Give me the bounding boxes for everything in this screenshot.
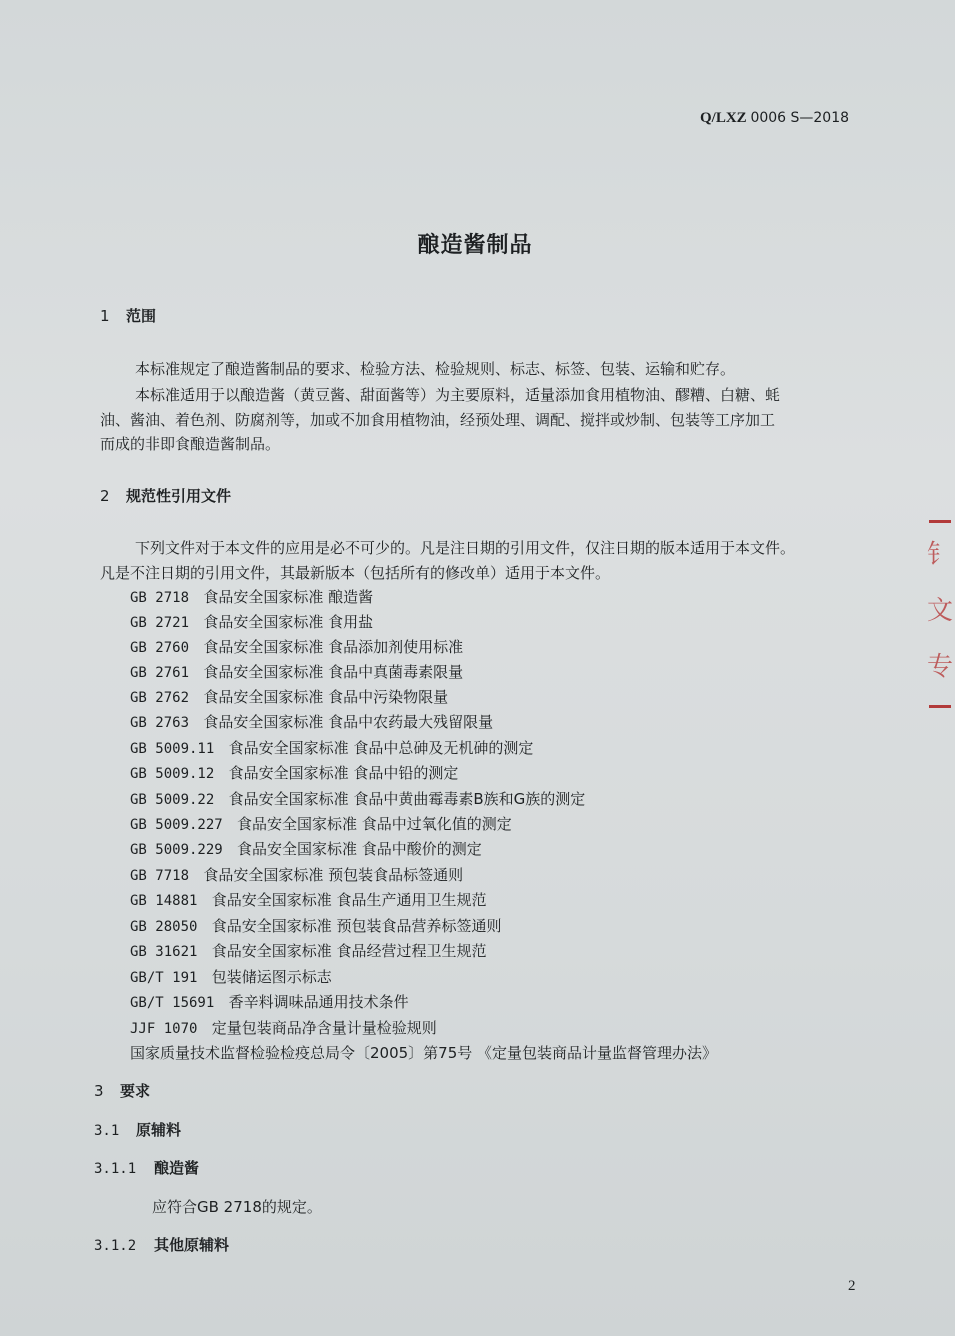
normative-paragraph-line-2: 凡是不注日期的引用文件，其最新版本（包括所有的修改单）适用于本文件。: [100, 564, 611, 582]
reference-item: GB 31621 食品安全国家标准 食品经营过程卫生规范: [130, 942, 487, 960]
reference-item: GB 2718 食品安全国家标准 酿造酱: [130, 588, 374, 606]
stamp-char: 专: [927, 652, 954, 682]
stamp-border-top: [929, 520, 951, 523]
stamp-border-bottom: [929, 705, 951, 708]
section-number: 3: [94, 1082, 104, 1100]
standard-code: [700, 110, 849, 127]
section-2-heading: [100, 485, 231, 506]
scope-paragraph-2-line-3: 而成的非即食酿造酱制品。: [100, 435, 281, 453]
reference-item: GB 2721 食品安全国家标准 食用盐: [130, 613, 374, 631]
section-3-1-2-heading: [94, 1234, 229, 1255]
section-number: 1: [100, 307, 110, 325]
document-title: 酿造酱制品: [417, 233, 533, 258]
reference-item: GB 5009.227 食品安全国家标准 食品中过氧化值的测定: [130, 815, 512, 833]
normative-paragraph-line-1: 下列文件对于本文件的应用是必不可少的。凡是注日期的引用文件，仅注日期的版本适用于本文件。: [135, 539, 796, 557]
scope-paragraph-2-line-2: 油、酱油、着色剂、防腐剂等，加或不加食用植物油，经预处理、调配、搅拌或炒制、包装等工序加工: [100, 411, 776, 429]
section-title: 范围: [126, 307, 157, 325]
section-title: 要求: [120, 1082, 151, 1100]
reference-item: GB/T 191 包装储运图示标志: [130, 968, 332, 986]
reference-item: GB 2761 食品安全国家标准 食品中真菌毒素限量: [130, 663, 464, 681]
reference-item: GB 2760 食品安全国家标准 食品添加剂使用标准: [130, 638, 464, 656]
section-number: 3.1.1: [94, 1161, 137, 1177]
reference-item: GB 2762 食品安全国家标准 食品中污染物限量: [130, 688, 449, 706]
section-number: 3.1: [94, 1123, 120, 1139]
reference-item: GB 5009.12 食品安全国家标准 食品中铅的测定: [130, 764, 459, 782]
section-title: 其他原辅料: [154, 1236, 230, 1254]
section-title: 原辅料: [136, 1121, 182, 1139]
reference-item: GB 5009.11 食品安全国家标准 食品中总砷及无机砷的测定: [130, 739, 534, 757]
reference-item: GB 5009.22 食品安全国家标准 食品中黄曲霉毒素B族和G族的测定: [130, 790, 586, 808]
reference-item: JJF 1070 定量包装商品净含量计量检验规则: [130, 1019, 437, 1037]
seal-stamp: [925, 520, 955, 710]
page-number: 2: [848, 1278, 856, 1294]
section-number: 2: [100, 487, 110, 505]
reference-item: GB/T 15691 香辛料调味品通用技术条件: [130, 993, 409, 1011]
reference-item: GB 7718 食品安全国家标准 预包装食品标签通则: [130, 866, 464, 884]
section-number: 3.1.2: [94, 1238, 137, 1254]
reference-item: GB 5009.229 食品安全国家标准 食品中酸价的测定: [130, 840, 482, 858]
standard-prefix: Q/LXZ: [700, 110, 747, 126]
stamp-char: 文: [927, 596, 954, 626]
section-1-heading: [100, 305, 156, 326]
reference-item: 国家质量技术监督检验检疫总局令〔2005〕第75号 《定量包装商品计量监督管理办法》: [130, 1044, 718, 1062]
section-title: 酿造酱: [154, 1159, 200, 1177]
section-3-1-1-text: 应符合GB 2718的规定。: [152, 1198, 322, 1216]
scope-paragraph-1: 本标准规定了酿造酱制品的要求、检验方法、检验规则、标志、标签、包装、运输和贮存。: [135, 360, 736, 378]
section-3-1-heading: [94, 1119, 181, 1140]
reference-item: GB 14881 食品安全国家标准 食品生产通用卫生规范: [130, 891, 487, 909]
reference-item: GB 2763 食品安全国家标准 食品中农药最大残留限量: [130, 713, 494, 731]
standard-number: 0006 S—2018: [750, 110, 850, 126]
section-3-1-1-heading: [94, 1157, 199, 1178]
section-3-heading: [94, 1080, 150, 1101]
reference-item: GB 28050 食品安全国家标准 预包装食品营养标签通则: [130, 917, 502, 935]
section-title: 规范性引用文件: [126, 487, 232, 505]
stamp-char: 钅: [927, 540, 954, 570]
scope-paragraph-2-line-1: 本标准适用于以酿造酱（黄豆酱、甜面酱等）为主要原料，适量添加食用植物油、醪糟、白糖、蚝: [135, 386, 781, 404]
